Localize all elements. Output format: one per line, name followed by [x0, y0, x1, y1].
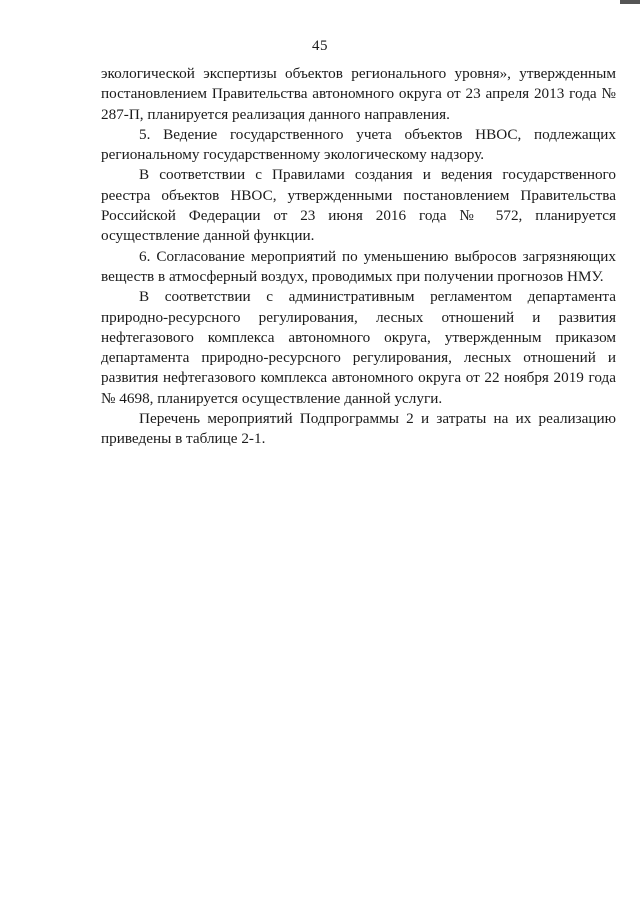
document-body	[101, 64, 616, 450]
page-number: 45	[312, 38, 328, 54]
paragraph-table-reference: Перечень мероприятий Подпрограммы 2 и затраты на их реализацию приведены в таблице 2-1.	[101, 410, 616, 448]
paragraph-regulation: В соответствии с административным регламентом департамента природно-ресурсного регулирования, лесных отношений и развития нефтегазового комплекса автономного округа, утвержденным приказом департамента природно-ресурсного регулирования, лесных отношений и развития нефтегазового комплекса автономного округа от 22 ноября 2019 года № 4698, планируется осуществление данной услуги.	[101, 288, 616, 407]
paragraph-registry: В соответствии с Правилами создания и ведения государственного реестра объектов НВОС, утвержденными постановлением Правительства Российской Федерации от 23 июня 2016 года № 572, планируется осуществление данной функции.	[101, 166, 616, 245]
paragraph-item-6: 6. Согласование мероприятий по уменьшению выбросов загрязняющих веществ в атмосферный воздух, проводимых при получении прогнозов НМУ.	[101, 247, 616, 285]
paragraph-item-5: 5. Ведение государственного учета объектов НВОС, подлежащих региональному государственному экологическому надзору.	[101, 125, 616, 164]
scan-corner-mark	[620, 0, 640, 4]
paragraph-continuation: экологической экспертизы объектов регионального уровня», утвержденным постановлением Правительства автономного округа от 23 апреля 2013 года № 287-П, планируется реализация данного направления.	[101, 65, 616, 123]
